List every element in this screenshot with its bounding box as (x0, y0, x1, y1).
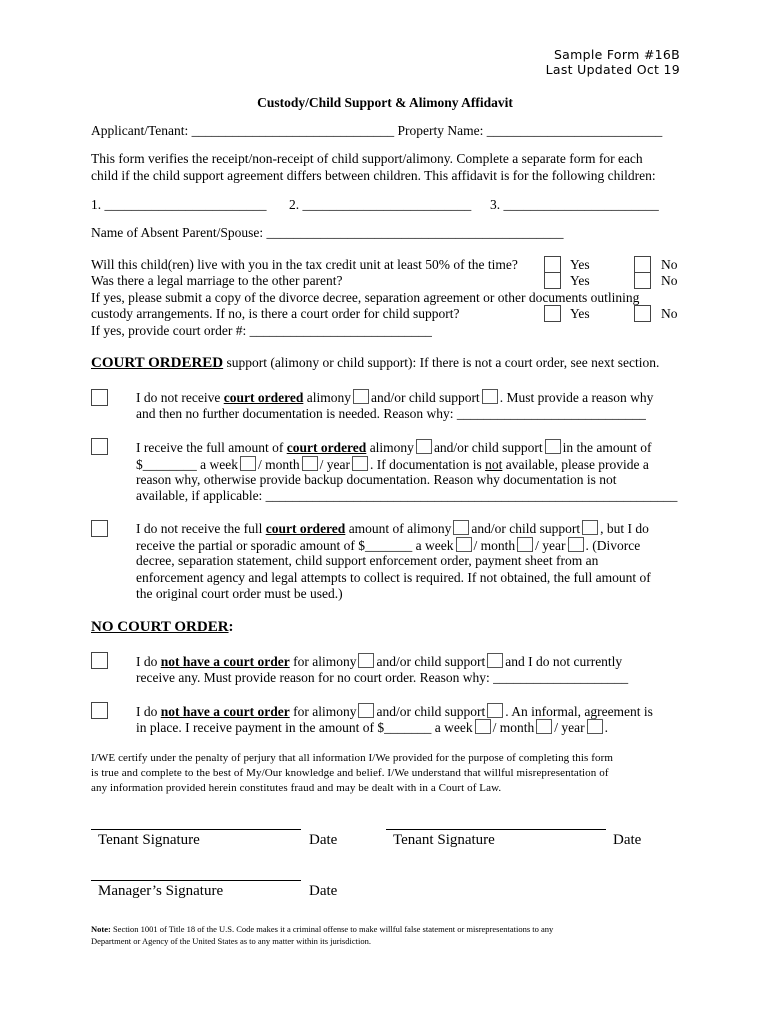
child-support-checkbox[interactable] (545, 439, 561, 454)
no-court-order-title: NO COURT ORDER (91, 619, 229, 635)
co-option3-checkbox[interactable] (91, 520, 108, 537)
text: . (604, 720, 609, 735)
date-label-3: Date (309, 883, 338, 899)
tenant-signature-label-2: Tenant Signature (393, 832, 495, 848)
year-checkbox[interactable] (587, 719, 603, 734)
child-2-field[interactable]: 2. _________________________ (289, 197, 472, 212)
court-order-number-field[interactable]: If yes, provide court order #: ___________________________ (91, 323, 432, 338)
manager-signature-label: Manager’s Signature (98, 883, 224, 899)
text: I do not receive (136, 390, 224, 405)
co-option2-line2 (136, 456, 649, 473)
text: I do (136, 654, 161, 669)
note-label: Note: (91, 924, 111, 934)
nco-option1-checkbox[interactable] (91, 652, 108, 669)
text: . If documentation is (369, 457, 486, 472)
co-option2-checkbox[interactable] (91, 438, 108, 455)
text: and I do not currently (505, 654, 623, 669)
form-title: Custody/Child Support & Alimony Affidavit (257, 95, 513, 110)
text: I do (136, 704, 161, 719)
amount-field[interactable]: in place. I receive payment in the amount of $_______ a week (136, 720, 473, 735)
text: in the amount of (562, 440, 652, 455)
court-ordered-title: COURT ORDERED (91, 355, 224, 371)
question-court-order: custody arrangements. If no, is there a court order for child support? (91, 306, 460, 321)
child-support-checkbox[interactable] (487, 703, 503, 718)
text: / year (535, 538, 566, 553)
certification-line-1: I/WE certify under the penalty of perjury that all information I/We provided for the purpose of completing this form (91, 752, 614, 764)
text: . Must provide a reason why (499, 390, 654, 405)
child-support-checkbox[interactable] (482, 389, 498, 404)
child-1-field[interactable]: 1. ________________________ (91, 197, 267, 212)
emphasis: not have a court order (160, 704, 290, 719)
intro-line-2: child if the child support agreement differs between children. This affidavit is for the following children: (91, 168, 656, 183)
text: and/or child support (433, 440, 543, 455)
month-checkbox[interactable] (302, 456, 318, 471)
text: / year (319, 457, 350, 472)
absent-parent-field[interactable]: Name of Absent Parent/Spouse: ____________________________________________ (91, 225, 564, 240)
emphasis: not (485, 457, 503, 472)
co-option3-line1 (136, 520, 649, 537)
amount-field[interactable]: $________ a week (136, 457, 238, 472)
court-ordered-heading (91, 355, 659, 371)
q2-yes-label: Yes (570, 273, 590, 288)
alimony-checkbox[interactable] (353, 389, 369, 404)
text: and/or child support (370, 390, 480, 405)
text: / year (554, 720, 585, 735)
manager-signature-line[interactable] (91, 880, 301, 881)
co-option2-line1 (136, 439, 652, 456)
q2-no-label: No (661, 273, 678, 288)
text: alimony (366, 440, 414, 455)
q1-no-checkbox[interactable] (634, 256, 651, 273)
text: / month (257, 457, 300, 472)
nco-option1-line2[interactable]: receive any. Must provide reason for no court order. Reason why: ____________________ (136, 670, 629, 685)
child-support-checkbox[interactable] (487, 653, 503, 668)
legal-note-line-1 (91, 923, 553, 935)
q3-no-checkbox[interactable] (634, 305, 651, 322)
nco-option2-line1 (136, 703, 653, 720)
text: I receive the full amount of (136, 440, 287, 455)
alimony-checkbox[interactable] (358, 653, 374, 668)
text: and/or child support (376, 704, 486, 719)
court-ordered-subtitle: support (alimony or child support): If there is not a court order, see next section. (223, 355, 660, 370)
q1-yes-label: Yes (570, 257, 590, 272)
form-number: Sample Form #16B (553, 47, 680, 62)
text: for alimony (289, 654, 357, 669)
alimony-checkbox[interactable] (416, 439, 432, 454)
tenant-signature-label-1: Tenant Signature (98, 832, 200, 848)
co-option2-line3: reason why, otherwise provide backup documentation. Reason why documentation is not (136, 472, 617, 487)
legal-note-line-2: Department or Agency of the United States as to any matter within its jurisdiction. (91, 936, 371, 946)
intro-line-1: This form verifies the receipt/non-receipt of child support/alimony. Complete a separate form for each (91, 151, 643, 166)
co-option1-checkbox[interactable] (91, 389, 108, 406)
text: amount of alimony (345, 521, 452, 536)
co-option1-line2[interactable]: and then no further documentation is needed. Reason why: ____________________________ (136, 406, 646, 421)
q2-no-checkbox[interactable] (634, 272, 651, 289)
nco-option1-line1 (136, 653, 622, 670)
question-divorce-docs: If yes, please submit a copy of the divorce decree, separation agreement or other documents outlining (91, 290, 640, 305)
emphasis: not have a court order (160, 654, 290, 669)
text: and/or child support (376, 654, 486, 669)
month-checkbox[interactable] (536, 719, 552, 734)
emphasis: court ordered (286, 440, 367, 455)
applicant-property-line: Applicant/Tenant: ______________________________ Property Name: __________________________ (91, 123, 663, 138)
co-option3-line4: enforcement agency and legal attempts to collect is required. If not obtained, the full amount of (136, 570, 651, 585)
text: for alimony (289, 704, 357, 719)
question-legal-marriage: Was there a legal marriage to the other parent? (91, 273, 343, 288)
text: I do not receive the full (136, 521, 266, 536)
text: alimony (303, 390, 351, 405)
q3-yes-checkbox[interactable] (544, 305, 561, 322)
text: available, please provide a (502, 457, 649, 472)
year-checkbox[interactable] (568, 537, 584, 552)
q1-yes-checkbox[interactable] (544, 256, 561, 273)
co-option3-line5: the original court order must be used.) (136, 586, 343, 601)
certification-line-2: is true and complete to the best of My/Our knowledge and belief. I/We understand that willful misrepresentation of (91, 767, 609, 779)
text: : (228, 619, 234, 635)
co-option3-line2 (136, 537, 640, 554)
child-3-field[interactable]: 3. _______________________ (490, 197, 659, 212)
tenant-signature-line-1[interactable] (91, 829, 301, 830)
date-label-1: Date (309, 832, 338, 848)
child-support-checkbox[interactable] (582, 520, 598, 535)
month-checkbox[interactable] (517, 537, 533, 552)
week-checkbox[interactable] (456, 537, 472, 552)
amount-field[interactable]: receive the partial or sporadic amount of $_______ a week (136, 538, 454, 553)
text: . An informal, agreement is (505, 704, 653, 719)
q3-yes-label: Yes (570, 306, 590, 321)
week-checkbox[interactable] (475, 719, 491, 734)
text: / month (492, 720, 535, 735)
co-option1-line1 (136, 389, 653, 406)
text: . (Divorce (585, 538, 641, 553)
week-checkbox[interactable] (240, 456, 256, 471)
alimony-checkbox[interactable] (358, 703, 374, 718)
no-court-order-heading (91, 619, 234, 635)
certification-line-3: any information provided herein constitutes fraud and may be dealt with in a Court of Law. (91, 782, 502, 794)
tenant-signature-line-2[interactable] (386, 829, 606, 830)
last-updated: Last Updated Oct 19 (545, 62, 680, 77)
emphasis: court ordered (223, 390, 304, 405)
text: , but I do (600, 521, 649, 536)
date-label-2: Date (613, 832, 642, 848)
nco-option2-checkbox[interactable] (91, 702, 108, 719)
text: Section 1001 of Title 18 of the U.S. Code makes it a criminal offense to make willful false statement or misrepresentations to any (110, 924, 554, 934)
q3-no-label: No (661, 306, 678, 321)
year-checkbox[interactable] (352, 456, 368, 471)
question-live-50: Will this child(ren) live with you in the tax credit unit at least 50% of the time? (91, 257, 518, 272)
q1-no-label: No (661, 257, 678, 272)
co-option2-line4[interactable]: available, if applicable: _____________________________________________________________ (136, 488, 678, 503)
text: / month (473, 538, 516, 553)
alimony-checkbox[interactable] (453, 520, 469, 535)
emphasis: court ordered (265, 521, 346, 536)
co-option3-line3: decree, separation statement, child support enforcement order, payment sheet from an (136, 553, 599, 568)
q2-yes-checkbox[interactable] (544, 272, 561, 289)
nco-option2-line2 (136, 719, 608, 736)
text: and/or child support (471, 521, 581, 536)
